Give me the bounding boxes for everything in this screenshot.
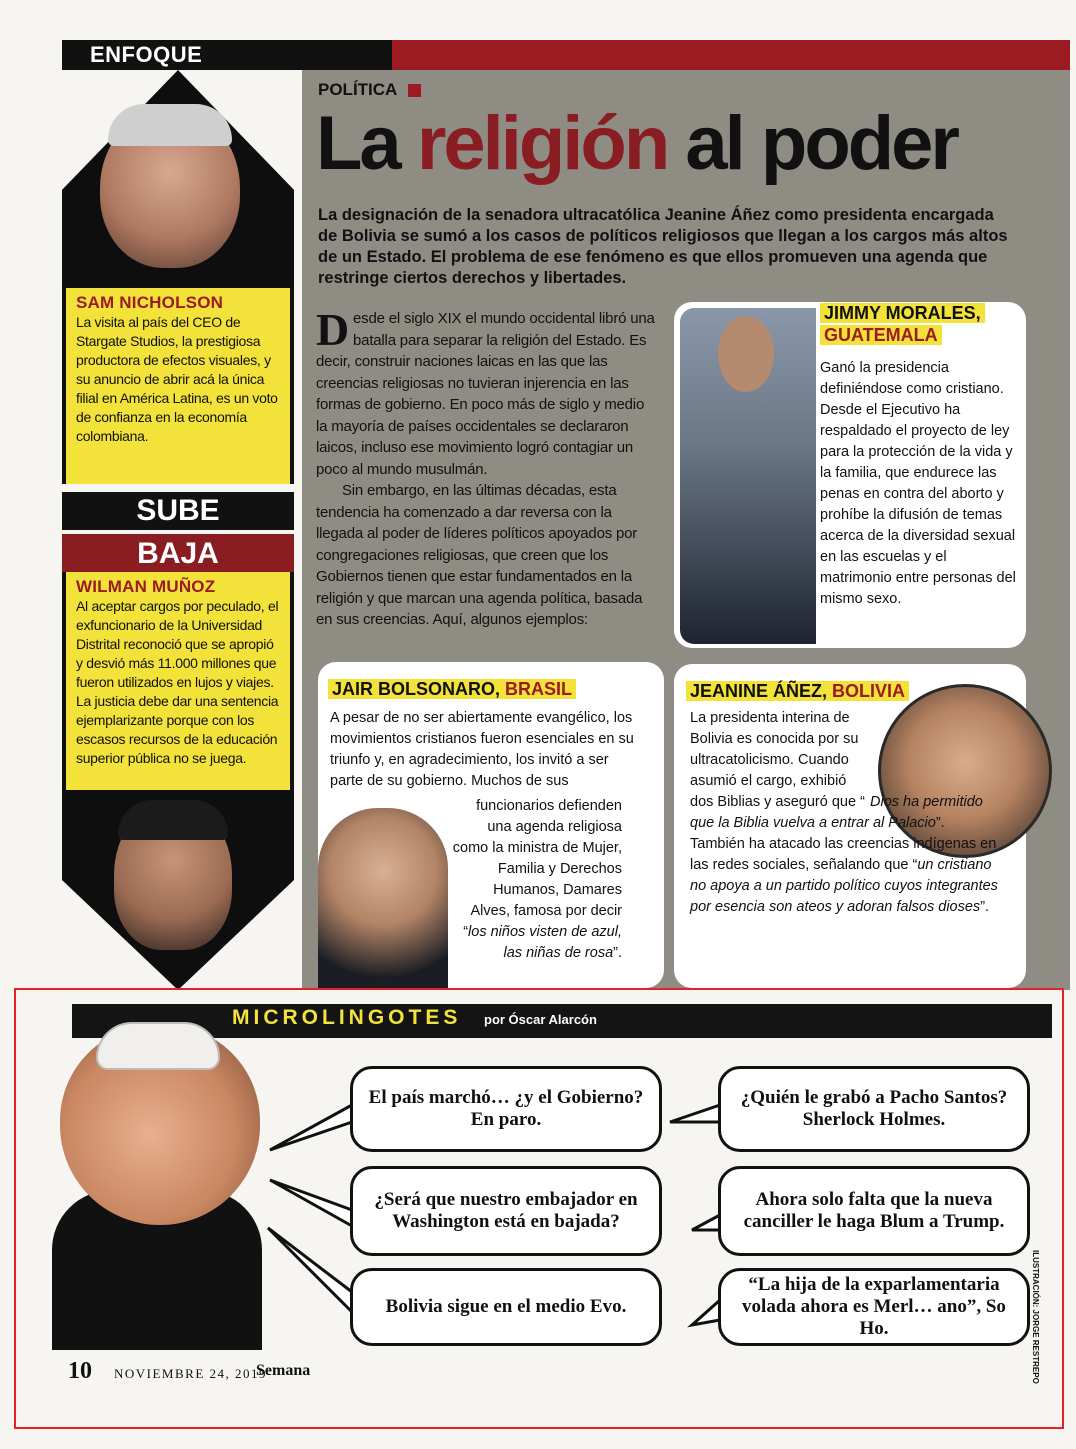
jeanine-quote-1: Dios ha permitido que la Biblia vuelva a entrar al Palacio xyxy=(690,794,983,831)
bubble-5: Ahora solo falta que la nueva canciller le haga Blum a Trump. xyxy=(718,1166,1030,1256)
sube-label: SUBE xyxy=(62,492,294,530)
sube-text: La visita al país del CEO de Stargate Studios, la prestigiosa productora de efectos visuales, y su anuncio de abrir acá la única filial en América Latina, es un voto de confianza en la economía colombiana. xyxy=(76,314,278,444)
jair-text-1: A pesar de no ser abiertamente evangélico, los movimientos cristianos fueron esenciales en su triunfo y, en agradecimiento, los invitó a ser parte de su gobierno. Muchos de sus xyxy=(330,710,634,789)
jeanine-text-c: ”. xyxy=(980,899,990,915)
baja-text: Al aceptar cargos por peculado, el exfuncionario de la Universidad Distrital reconoció que se apropió y desvió más 11.000 millones que fueron utilizados en lujos y viajes. La justicia debe dar una sentencia ejemplarizante porque con los escasos recursos de la educación superior pública no se juega. xyxy=(76,598,279,766)
sube-person-name: SAM NICHOLSON xyxy=(76,293,224,312)
illustration-credit: ILUSTRACIÓN: JORGE RESTREPO xyxy=(1031,1250,1040,1384)
bubble-4: ¿Quién le grabó a Pacho Santos? Sherlock Holmes. xyxy=(718,1066,1030,1152)
headline-part-3: al poder xyxy=(667,101,958,186)
bubble-6: “La hija de la exparlamentaria volada ahora es Merl… ano”, So Ho. xyxy=(718,1268,1030,1346)
bubble-1: El país marchó… ¿y el Gobierno? En paro. xyxy=(350,1066,662,1152)
jeanine-text-b: ”. También ha atacado las creencias indígenas en las redes sociales, señalando que “ xyxy=(690,815,997,873)
magazine-name: Semana xyxy=(256,1362,311,1379)
jair-text-2c: ”. xyxy=(613,945,622,961)
jeanine-country: BOLIVIA xyxy=(832,681,906,701)
issue-date: NOVIEMBRE 24, 2019 xyxy=(114,1366,268,1381)
headline-highlight: religión xyxy=(416,101,668,186)
jair-text-2a: funcionarios defienden una agenda religiosa como la ministra de Mujer, Familia y Derechos Humanos, Damares Alves, famosa por decir “ xyxy=(452,798,622,940)
body-paragraph-1: esde el siglo XIX el mundo occidental libró una batalla para separar la religión del Estado. Es decir, construir naciones laicas en las que las creencias religiosas no tuvieran injerencia en las formas de gobierno. En poco más de siglo y medio la mayoría de países occidentales se declararon laicos, incluso ese movimiento logró contagiar un poco al mundo musulmán. xyxy=(316,310,655,478)
jimmy-name: JIMMY MORALES, xyxy=(820,303,985,323)
dropcap: D xyxy=(316,304,350,355)
microlingotes-title: MICROLINGOTES xyxy=(232,1006,462,1029)
baja-label: BAJA xyxy=(62,534,294,574)
microlingotes-author: por Óscar Alarcón xyxy=(484,1012,597,1027)
jeanine-text-a: La presidenta interina de Bolivia es conocida por su ultracatolicismo. Cuando asumió el cargo, exhibió dos Biblias y aseguró que “ xyxy=(690,710,865,810)
bubble-2: ¿Será que nuestro embajador en Washington está en bajada? xyxy=(350,1166,662,1256)
section-title: ENFOQUE xyxy=(90,42,203,67)
jeanine-name: JEANINE ÁÑEZ, xyxy=(690,681,833,701)
bubble-3: Bolivia sigue en el medio Evo. xyxy=(350,1268,662,1346)
jair-quote: los niños visten de azul, las niñas de rosa xyxy=(468,924,622,961)
highlight-frame xyxy=(14,988,1064,1429)
article-kicker: POLÍTICA xyxy=(318,80,398,99)
jair-name: JAIR BOLSONARO, xyxy=(332,679,506,699)
baja-person-name: WILMAN MUÑOZ xyxy=(76,577,216,596)
jimmy-text: Ganó la presidencia definiéndose como cristiano. Desde el Ejecutivo ha respaldado el proyecto de ley para la protección de la vida y la familia, que endurece las penas en contra del aborto y prohíbe la difusión de temas acerca de la diversidad sexual en las escuelas y el matrimonio entre personas del mismo sexo. xyxy=(820,360,1016,607)
jeanine-quote-2: un cristiano no apoya a un partido político cuyos integrantes por esencia son ateos y adoran falsos dioses xyxy=(690,857,998,915)
page-number: 10 xyxy=(68,1358,92,1384)
jimmy-country: GUATEMALA xyxy=(820,325,942,345)
headline-part-1: La xyxy=(316,101,417,186)
body-paragraph-2: Sin embargo, en las últimas décadas, esta tendencia ha comenzado a dar reversa con la llegada al poder de líderes políticos apoyados por congregaciones religiosas, que creen que los Gobiernos tienen que estar fundamentados en la religión y que marcan una agenda política, basada en sus creencias. Aquí, algunos ejemplos: xyxy=(316,482,643,628)
jair-country: BRASIL xyxy=(505,679,573,699)
article-deck: La designación de la senadora ultracatólica Jeanine Áñez como presidenta encargada de Bolivia se sumó a los casos de políticos religiosos que llegan a los cargos más altos de un Estado. El problema de ese fenómeno es que ellos promueven una agenda que restringe ciertos derechos y libertades. xyxy=(318,206,1008,287)
